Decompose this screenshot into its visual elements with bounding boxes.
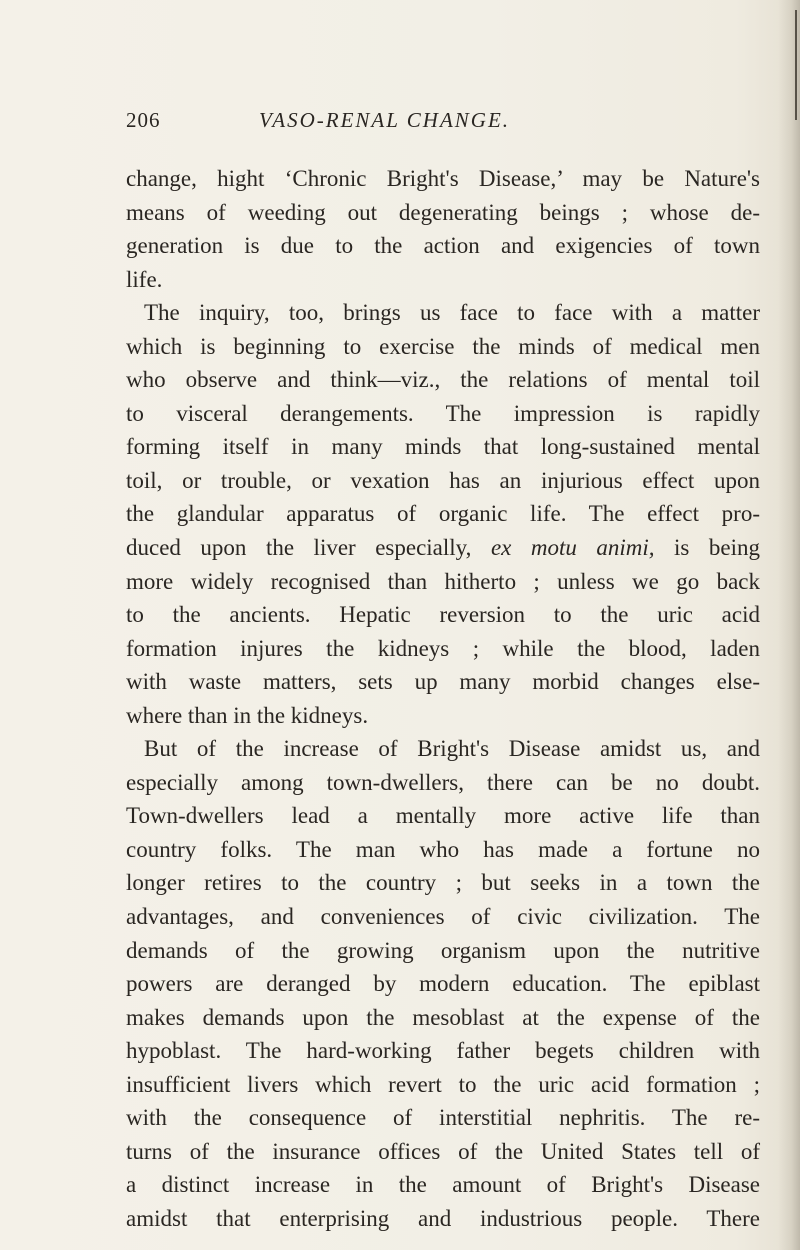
text-segment: is being bbox=[654, 535, 760, 561]
text-line: makes demands upon the mesoblast at the expense of the bbox=[126, 1004, 760, 1030]
text-line: turns of the insurance offices of the United States tell of bbox=[126, 1138, 760, 1164]
running-head: VASO-RENAL CHANGE. bbox=[259, 108, 511, 132]
text-line: to the ancients. Hepatic reversion to the uric acid bbox=[126, 602, 760, 628]
text-line: the glandular apparatus of organic life. The effect pro- bbox=[126, 501, 760, 527]
text-line: demands of the growing organism upon the nutritive bbox=[126, 937, 760, 963]
page-edge-shadow bbox=[778, 0, 800, 1250]
text-line: But of the increase of Bright's Disease amidst us, and bbox=[144, 736, 760, 762]
text-line: advantages, and conveniences of civic civilization. The bbox=[126, 904, 760, 930]
page-edge-mark bbox=[795, 10, 797, 120]
text-line: forming itself in many minds that long-sustained mental bbox=[126, 434, 760, 460]
text-line: longer retires to the country ; but seeks in a town the bbox=[126, 870, 760, 896]
text-line: formation injures the kidneys ; while the blood, laden bbox=[126, 635, 760, 661]
text-line: insufficient livers which revert to the uric acid formation ; bbox=[126, 1071, 760, 1097]
text-line: a distinct increase in the amount of Bright's Disease bbox=[126, 1172, 760, 1198]
latin-phrase: ex motu animi, bbox=[490, 535, 655, 561]
text-line: hypoblast. The hard-working father begets children with bbox=[126, 1038, 760, 1064]
text-line: means of weeding out degenerating beings ; whose de- bbox=[126, 199, 760, 225]
text-line-with-italic bbox=[126, 531, 760, 565]
text-line: change, hight ‘Chronic Bright's Disease,’ may be Nature's bbox=[126, 166, 760, 191]
text-line: who observe and think—viz., the relations of mental toil bbox=[126, 367, 760, 393]
body-text bbox=[126, 162, 760, 1236]
text-line: The inquiry, too, brings us face to face with a matter bbox=[144, 300, 760, 326]
text-line: amidst that enterprising and industrious people. There bbox=[126, 1205, 760, 1231]
text-line: with the consequence of interstitial nephritis. The re- bbox=[126, 1105, 760, 1131]
text-line: where than in the kidneys. bbox=[126, 702, 369, 728]
page-header bbox=[126, 108, 746, 138]
page-number: 206 bbox=[126, 108, 161, 132]
text-line: which is beginning to exercise the minds of medical men bbox=[126, 333, 760, 359]
text-line: generation is due to the action and exigencies of town bbox=[126, 233, 760, 259]
text-line: especially among town-dwellers, there can be no doubt. bbox=[126, 769, 760, 795]
text-line: country folks. The man who has made a fortune no bbox=[126, 836, 760, 862]
text-line: to visceral derangements. The impression is rapidly bbox=[126, 400, 760, 426]
text-line: more widely recognised than hitherto ; unless we go back bbox=[126, 568, 760, 594]
text-line: with waste matters, sets up many morbid changes else- bbox=[126, 669, 760, 695]
text-line: powers are deranged by modern education. The epiblast bbox=[126, 971, 760, 997]
text-line: Town-dwellers lead a mentally more active life than bbox=[126, 803, 760, 829]
text-segment: duced upon the liver especially, bbox=[126, 535, 491, 561]
text-line: life. bbox=[126, 266, 163, 292]
text-line: toil, or trouble, or vexation has an injurious effect upon bbox=[126, 467, 760, 493]
